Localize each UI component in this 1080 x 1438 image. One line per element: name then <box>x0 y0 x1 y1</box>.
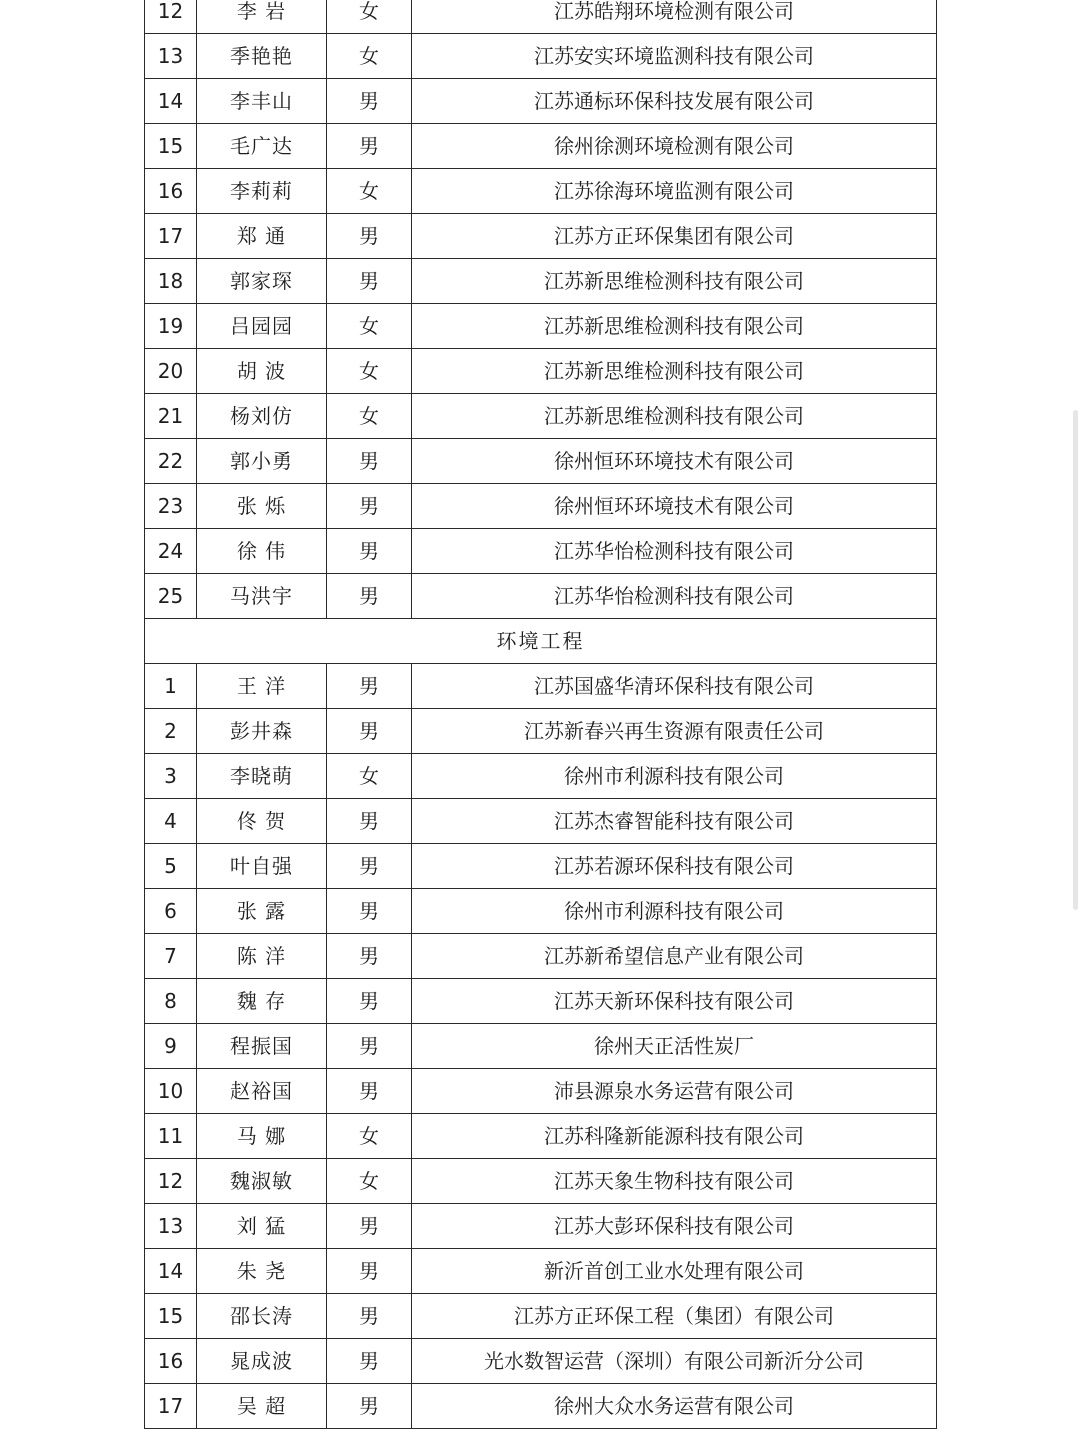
person-name: 李 岩 <box>197 0 327 34</box>
company-name: 徐州天正活性炭厂 <box>412 1024 937 1069</box>
table-body-previous-section <box>145 0 937 619</box>
gender: 女 <box>327 304 412 349</box>
table-row <box>145 1249 937 1294</box>
table-row <box>145 1294 937 1339</box>
company-name: 江苏通标环保科技发展有限公司 <box>412 79 937 124</box>
table-row <box>145 664 937 709</box>
company-name: 徐州恒环环境技术有限公司 <box>412 439 937 484</box>
table-row <box>145 979 937 1024</box>
row-number: 7 <box>145 934 197 979</box>
table-row <box>145 529 937 574</box>
company-name: 徐州大众水务运营有限公司 <box>412 1384 937 1429</box>
table-row <box>145 889 937 934</box>
row-number: 20 <box>145 349 197 394</box>
row-number: 19 <box>145 304 197 349</box>
company-name: 江苏安实环境监测科技有限公司 <box>412 34 937 79</box>
company-name: 江苏徐海环境监测有限公司 <box>412 169 937 214</box>
person-name: 杨刘仿 <box>197 394 327 439</box>
person-name: 王 洋 <box>197 664 327 709</box>
company-name: 江苏科隆新能源科技有限公司 <box>412 1114 937 1159</box>
company-name: 徐州市利源科技有限公司 <box>412 754 937 799</box>
person-name: 郭家琛 <box>197 259 327 304</box>
person-name: 李晓萌 <box>197 754 327 799</box>
gender: 男 <box>327 979 412 1024</box>
table-row <box>145 304 937 349</box>
row-number: 8 <box>145 979 197 1024</box>
row-number: 1 <box>145 664 197 709</box>
table-row <box>145 1114 937 1159</box>
company-name: 江苏大彭环保科技有限公司 <box>412 1204 937 1249</box>
person-name: 赵裕国 <box>197 1069 327 1114</box>
section-title: 环境工程 <box>145 619 937 664</box>
company-name: 江苏皓翔环境检测有限公司 <box>412 0 937 34</box>
person-name: 佟 贺 <box>197 799 327 844</box>
table-row <box>145 34 937 79</box>
row-number: 23 <box>145 484 197 529</box>
table-row <box>145 709 937 754</box>
person-name: 毛广达 <box>197 124 327 169</box>
person-name: 张 烁 <box>197 484 327 529</box>
person-name: 朱 尧 <box>197 1249 327 1294</box>
person-name: 马洪宇 <box>197 574 327 619</box>
row-number: 15 <box>145 124 197 169</box>
person-name: 晁成波 <box>197 1339 327 1384</box>
gender: 男 <box>327 259 412 304</box>
person-name: 彭井森 <box>197 709 327 754</box>
gender: 男 <box>327 1294 412 1339</box>
row-number: 14 <box>145 79 197 124</box>
row-number: 15 <box>145 1294 197 1339</box>
table-row <box>145 1024 937 1069</box>
gender: 男 <box>327 529 412 574</box>
table-row <box>145 574 937 619</box>
table-row <box>145 934 937 979</box>
person-name: 程振国 <box>197 1024 327 1069</box>
company-name: 江苏方正环保工程（集团）有限公司 <box>412 1294 937 1339</box>
gender: 男 <box>327 934 412 979</box>
row-number: 12 <box>145 0 197 34</box>
section-header-group <box>145 619 937 664</box>
person-name: 徐 伟 <box>197 529 327 574</box>
gender: 女 <box>327 1159 412 1204</box>
company-name: 江苏天象生物科技有限公司 <box>412 1159 937 1204</box>
company-name: 江苏华怡检测科技有限公司 <box>412 574 937 619</box>
person-name: 张 露 <box>197 889 327 934</box>
company-name: 光水数智运营（深圳）有限公司新沂分公司 <box>412 1339 937 1384</box>
row-number: 17 <box>145 1384 197 1429</box>
gender: 男 <box>327 889 412 934</box>
company-name: 江苏新思维检测科技有限公司 <box>412 259 937 304</box>
row-number: 2 <box>145 709 197 754</box>
section-header-row <box>145 619 937 664</box>
table-row <box>145 349 937 394</box>
gender: 男 <box>327 799 412 844</box>
gender: 男 <box>327 1204 412 1249</box>
table-row <box>145 439 937 484</box>
scrollbar[interactable] <box>1073 410 1078 910</box>
gender: 男 <box>327 439 412 484</box>
table-row <box>145 754 937 799</box>
gender: 男 <box>327 1339 412 1384</box>
row-number: 4 <box>145 799 197 844</box>
gender: 男 <box>327 664 412 709</box>
company-name: 江苏新希望信息产业有限公司 <box>412 934 937 979</box>
company-name: 江苏方正环保集团有限公司 <box>412 214 937 259</box>
person-name: 李丰山 <box>197 79 327 124</box>
table-row <box>145 484 937 529</box>
table-row <box>145 1159 937 1204</box>
person-name: 魏 存 <box>197 979 327 1024</box>
table-row <box>145 1069 937 1114</box>
row-number: 17 <box>145 214 197 259</box>
row-number: 5 <box>145 844 197 889</box>
company-name: 徐州恒环环境技术有限公司 <box>412 484 937 529</box>
company-name: 沛县源泉水务运营有限公司 <box>412 1069 937 1114</box>
gender: 女 <box>327 754 412 799</box>
table-row <box>145 394 937 439</box>
table-row <box>145 124 937 169</box>
person-name: 陈 洋 <box>197 934 327 979</box>
row-number: 16 <box>145 1339 197 1384</box>
company-name: 新沂首创工业水处理有限公司 <box>412 1249 937 1294</box>
row-number: 14 <box>145 1249 197 1294</box>
row-number: 21 <box>145 394 197 439</box>
gender: 男 <box>327 124 412 169</box>
table-body-environmental-engineering <box>145 664 937 1429</box>
person-name: 邵长涛 <box>197 1294 327 1339</box>
company-name: 江苏新思维检测科技有限公司 <box>412 349 937 394</box>
table-row <box>145 1204 937 1249</box>
person-name: 李莉莉 <box>197 169 327 214</box>
gender: 女 <box>327 1114 412 1159</box>
table-row <box>145 799 937 844</box>
table-row <box>145 0 937 34</box>
gender: 男 <box>327 1249 412 1294</box>
row-number: 10 <box>145 1069 197 1114</box>
person-name: 魏淑敏 <box>197 1159 327 1204</box>
row-number: 22 <box>145 439 197 484</box>
company-name: 徐州徐测环境检测有限公司 <box>412 124 937 169</box>
person-name: 马 娜 <box>197 1114 327 1159</box>
row-number: 11 <box>145 1114 197 1159</box>
gender: 男 <box>327 709 412 754</box>
roster-table <box>144 0 937 1429</box>
company-name: 江苏杰睿智能科技有限公司 <box>412 799 937 844</box>
company-name: 江苏若源环保科技有限公司 <box>412 844 937 889</box>
gender: 男 <box>327 484 412 529</box>
row-number: 13 <box>145 34 197 79</box>
row-number: 25 <box>145 574 197 619</box>
row-number: 9 <box>145 1024 197 1069</box>
gender: 女 <box>327 34 412 79</box>
gender: 男 <box>327 214 412 259</box>
person-name: 吕园园 <box>197 304 327 349</box>
gender: 男 <box>327 574 412 619</box>
gender: 男 <box>327 1024 412 1069</box>
row-number: 13 <box>145 1204 197 1249</box>
gender: 女 <box>327 349 412 394</box>
gender: 男 <box>327 1069 412 1114</box>
person-name: 胡 波 <box>197 349 327 394</box>
person-name: 叶自强 <box>197 844 327 889</box>
row-number: 18 <box>145 259 197 304</box>
company-name: 江苏天新环保科技有限公司 <box>412 979 937 1024</box>
gender: 女 <box>327 169 412 214</box>
table-row <box>145 214 937 259</box>
gender: 女 <box>327 0 412 34</box>
table-row <box>145 259 937 304</box>
roster-table-wrapper <box>144 0 936 1429</box>
gender: 男 <box>327 79 412 124</box>
company-name: 江苏新思维检测科技有限公司 <box>412 394 937 439</box>
table-row <box>145 1384 937 1429</box>
person-name: 郑 通 <box>197 214 327 259</box>
company-name: 江苏新思维检测科技有限公司 <box>412 304 937 349</box>
company-name: 江苏华怡检测科技有限公司 <box>412 529 937 574</box>
table-row <box>145 1339 937 1384</box>
row-number: 16 <box>145 169 197 214</box>
company-name: 徐州市利源科技有限公司 <box>412 889 937 934</box>
gender: 男 <box>327 844 412 889</box>
row-number: 24 <box>145 529 197 574</box>
person-name: 郭小勇 <box>197 439 327 484</box>
company-name: 江苏国盛华清环保科技有限公司 <box>412 664 937 709</box>
row-number: 12 <box>145 1159 197 1204</box>
gender: 男 <box>327 1384 412 1429</box>
row-number: 3 <box>145 754 197 799</box>
person-name: 吴 超 <box>197 1384 327 1429</box>
row-number: 6 <box>145 889 197 934</box>
table-row <box>145 79 937 124</box>
table-row <box>145 169 937 214</box>
person-name: 刘 猛 <box>197 1204 327 1249</box>
company-name: 江苏新春兴再生资源有限责任公司 <box>412 709 937 754</box>
table-row <box>145 844 937 889</box>
person-name: 季艳艳 <box>197 34 327 79</box>
gender: 女 <box>327 394 412 439</box>
